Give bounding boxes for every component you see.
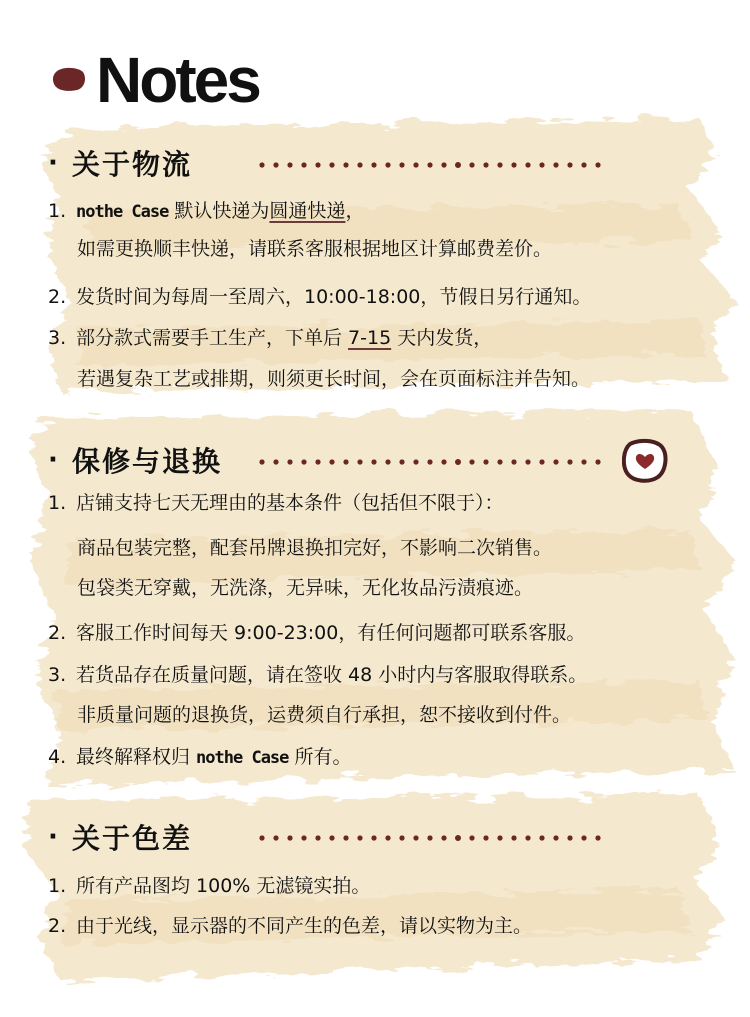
- list-item: 2. 由于光线，显示器的不同产生的色差，请以实物为主。: [48, 915, 533, 937]
- list-item: 3. 部分款式需要手工生产，下单后 7-15 天内发货，: [48, 327, 493, 349]
- list-item: 2. 客服工作时间每天 9:00-23:00，有任何问题都可联系客服。: [48, 622, 586, 644]
- list-item: 1. nothe Case 默认快递为圆通快递，: [48, 200, 365, 222]
- section-title: 保修与退换: [72, 445, 223, 478]
- section-title: 关于物流: [72, 148, 193, 181]
- list-item: 2. 发货时间为每周一至周六，10:00-18:00，节假日另行通知。: [48, 286, 592, 308]
- section-bullet: ·: [48, 445, 58, 475]
- heart-icon: [622, 438, 668, 484]
- dotted-divider: [258, 157, 603, 171]
- section-heading-color-difference: [48, 817, 192, 857]
- list-item: 3. 若货品存在质量问题，请在签收 48 小时内与客服取得联系。: [48, 664, 588, 686]
- section-bullet: ·: [48, 822, 58, 852]
- dotted-divider: [258, 454, 603, 468]
- brush-blob-icon: [52, 66, 86, 92]
- list-item-continuation: 若遇复杂工艺或排期，则须更长时间，会在页面标注并告知。: [77, 368, 591, 390]
- highlight-days: 7-15: [348, 327, 392, 349]
- section-heading-warranty: [48, 440, 222, 480]
- highlight-courier: 圆通快递: [269, 200, 346, 222]
- section-bullet: ·: [48, 148, 58, 178]
- list-item: 4. 最终解释权归 nothe Case 所有。: [48, 746, 352, 768]
- brand-name: nothe Case: [76, 202, 169, 222]
- section-title: 关于色差: [72, 822, 193, 855]
- section-heading-shipping: [48, 143, 192, 183]
- list-item-continuation: 非质量问题的退换货，运费须自行承担，恕不接收到付件。: [77, 704, 572, 726]
- brand-name: nothe Case: [196, 748, 289, 768]
- list-item: 1. 所有产品图均 100% 无滤镜实拍。: [48, 875, 371, 897]
- list-item-continuation: 如需更换顺丰快递，请联系客服根据地区计算邮费差价。: [77, 238, 553, 260]
- dotted-divider: [258, 830, 603, 844]
- list-item-continuation: 商品包装完整，配套吊牌退换扣完好，不影响二次销售。: [77, 537, 553, 559]
- list-item: 1. 店铺支持七天无理由的基本条件（包括但不限于）：: [48, 492, 504, 514]
- page-title: Notes: [96, 44, 259, 116]
- list-item-continuation: 包袋类无穿戴，无洗涤，无异味，无化妆品污渍痕迹。: [77, 577, 534, 599]
